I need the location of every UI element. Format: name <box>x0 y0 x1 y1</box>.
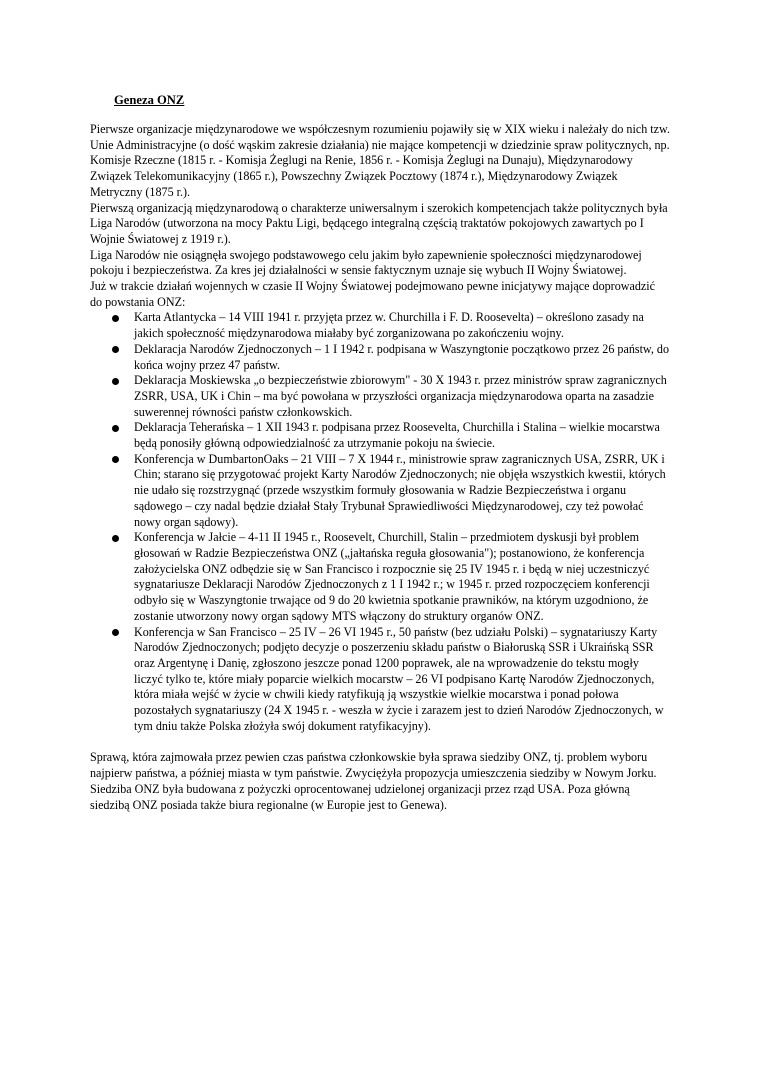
paragraph-wartime-initiatives: Już w trakcie działań wojennych w czasie II Wojny Światowej podejmowano pewne inicjatywy mające doprowadzić do powstania ONZ: <box>90 279 655 309</box>
list-item <box>90 452 670 531</box>
initiatives-list <box>90 310 670 734</box>
list-item-text: Konferencja w San Francisco – 25 IV – 26 VI 1945 r., 50 państw (bez udziału Polski) – sygnatariuszy Karty Narodów Zjednoczonych; podjęto decyzje o poszerzeniu składu państw o Białoruską SSR i Ukraińską SSR oraz Argentynę i Danię, zgłoszono jeszcze ponad 1200 poprawek, ale na wprowadzenie do tekstu mogły liczyć tylko te, które miały poparcie wielkich mocarstw – 26 VI podpisano Kartę Narodów Zjednoczonych, która miała wejść w życie w chwili kiedy ratyfikują ją wszystkie wielkie mocarstwa i ponad połowa pozostałych sygnatariuszy (24 X 1945 r. - weszła w życie i zarazem jest to dzień Narodów Zjednoczonych, w tym dniu także Polska złożyła swój dokument ratyfikacyjny). <box>134 624 664 733</box>
list-item <box>90 530 670 624</box>
paragraph-spacer <box>90 734 670 750</box>
paragraph-league-of-nations: Pierwszą organizacją międzynarodową o charakterze uniwersalnym i szerokich kompetencjach także politycznych była Liga Narodów (utworzona na mocy Paktu Ligi, będącego integralną częścią traktatów pokojowych zawartych po I Wojnie Światowej z 1919 r.). <box>90 200 668 246</box>
paragraph-early-organizations: Pierwsze organizacje międzynarodowe we współczesnym rozumieniu pojawiły się w XIX wieku i należały do nich tzw. Unie Administracyjne (o dość wąskim zakresie działania) nie mające kompetencji w dziedzinie spraw politycznych, np. Komisje Rzeczne (1815 r. - Komisja Żeglugi na Renie, 1856 r. - Komisja Żeglugi na Dunaju), Międzynarodowy Związek Telekomunikacyjny (1865 r.), Powszechny Związek Pocztowy (1874 r.), Międzynarodowy Związek Metryczny (1875 r.). <box>90 122 670 199</box>
list-item <box>90 342 670 373</box>
list-item-text: Konferencja w Jałcie – 4-11 II 1945 r., Roosevelt, Churchill, Stalin – przedmiotem dyskusji był problem głosowań w Radzie Bezpieczeństwa ONZ („jałtańska reguła głosowania"); postanowiono, że konferencja założycielska ONZ odbędzie się w San Francisco i rozpocznie się 25 IV 1945 r. i będą w niej uczestniczyć sygnatariusze Deklaracji Narodów Zjednoczonych z 1 I 1942 r.; w 1945 r. przed rozpoczęciem konferencji odbyło się w Waszyngtonie trwające od 9 do 20 kwietnia spotkanie prawników, na którym uzgodniono, że zostanie utworzony nowy organ sądowy MTS włączony do struktury organów ONZ. <box>134 530 650 623</box>
document-body <box>90 122 670 813</box>
list-item <box>90 625 670 735</box>
bullet-icon <box>112 425 119 432</box>
bullet-icon <box>112 378 119 385</box>
list-item-text: Karta Atlantycka – 14 VIII 1941 r. przyjęta przez w. Churchilla i F. D. Roosevelta) – określono zasady na jakich społeczność międzynarodowa miałaby być zorganizowana po zakończeniu wojny. <box>134 310 644 341</box>
list-item-text: Konferencja w DumbartonOaks – 21 VIII – 7 X 1944 r., ministrowie spraw zagranicznych USA, ZSRR, UK i Chin; starano się przygotować projekt Karty Narodów Zjednoczonych; nie objęła wszystkich kwestii, których nie udało się rozstrzygnąć (przede wszystkim formuły głosowania w Radzie Bezpieczeństwa i organu sądowego – czy nadal będzie działał Stały Trybunał Sprawiedliwości Międzynarodowej, czy też powołać nowy organ sądowy). <box>134 451 666 529</box>
bullet-icon <box>112 456 119 463</box>
bullet-icon <box>112 315 119 322</box>
list-item-text: Deklaracja Narodów Zjednoczonych – 1 I 1942 r. podpisana w Waszyngtonie początkowo przez 26 państw, do końca wojny przez 47 państw. <box>134 341 670 372</box>
list-item <box>90 310 670 341</box>
list-item <box>90 420 670 451</box>
list-item <box>90 373 670 420</box>
document-title: Geneza ONZ <box>114 93 185 107</box>
paragraph-headquarters: Sprawą, która zajmowała przez pewien czas państwa członkowskie była sprawa siedziby ONZ, tj. problem wyboru najpierw państwa, a później miasta w tym państwie. Zwyciężyła propozycja umieszczenia siedziby w Nowym Jorku. Siedziba ONZ była budowana z pożyczki oprocentowanej udzielonej organizacji przez rząd USA. Poza główną siedzibą ONZ posiada także biura regionalne (w Europie jest to Genewa). <box>90 750 657 812</box>
bullet-icon <box>112 346 119 353</box>
list-item-text: Deklaracja Moskiewska „o bezpieczeństwie zbiorowym" - 30 X 1943 r. przez ministrów spraw zagranicznych ZSRR, USA, UK i Chin – ma być powołana w przyszłości organizacja międzynarodowa oparta na zasadzie suwerennej równości państw członkowskich. <box>134 373 667 419</box>
paragraph-league-failure: Liga Narodów nie osiągnęła swojego podstawowego celu jakim było zapewnienie społeczności międzynarodowej pokoju i bezpieczeństwa. Za kres jej działalności w sensie faktycznym uznaje się wybuch II Wojny Światowej. <box>90 247 642 278</box>
bullet-icon <box>112 629 119 636</box>
list-item-text: Deklaracja Teherańska – 1 XII 1943 r. podpisana przez Roosevelta, Churchilla i Stalina – wielkie mocarstwa będą ponosiły główną odpowiedzialność za utrzymanie pokoju na świecie. <box>134 420 660 451</box>
bullet-icon <box>112 535 119 542</box>
